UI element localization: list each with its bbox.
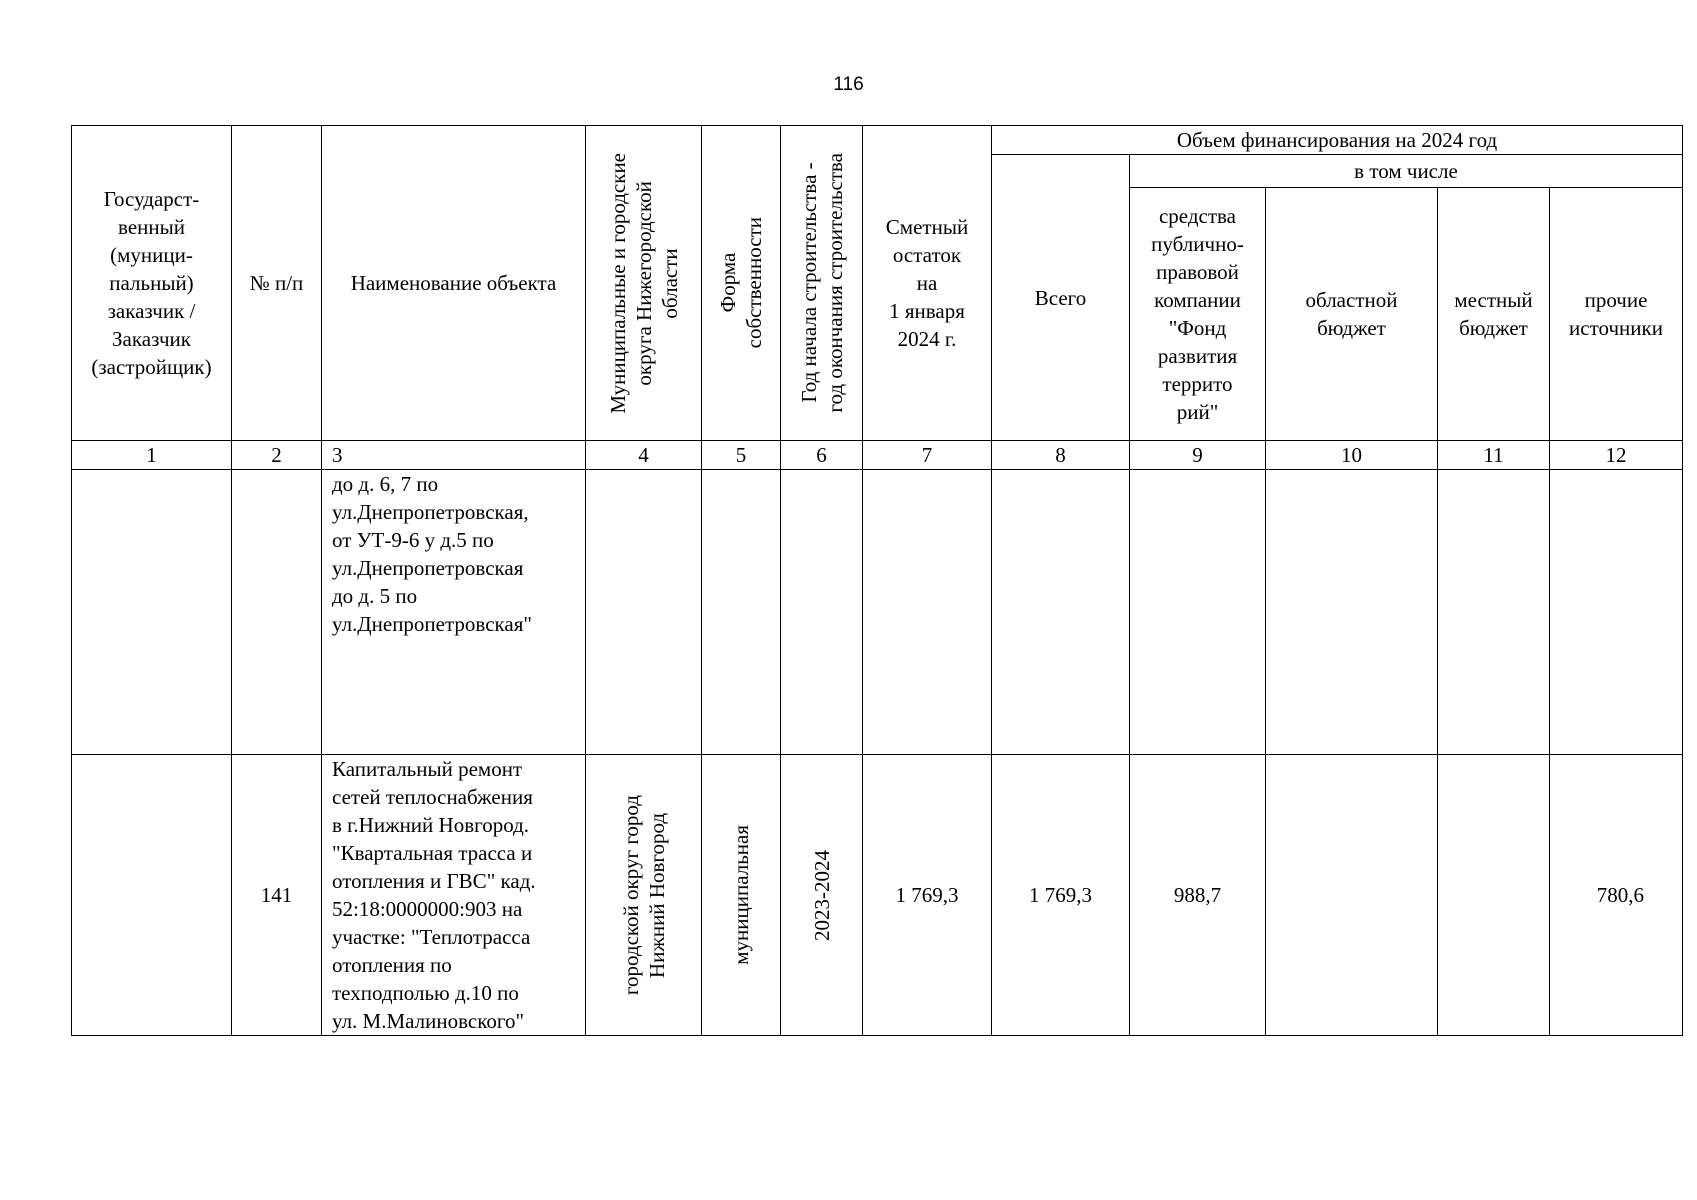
cell-district-cell bbox=[586, 755, 702, 1036]
cell-number bbox=[232, 470, 322, 755]
column-number: 9 bbox=[1130, 441, 1266, 470]
column-number: 4 bbox=[586, 441, 702, 470]
cell-ownership bbox=[702, 470, 781, 755]
header-funding: Объем финансирования на 2024 год bbox=[992, 126, 1683, 155]
header-district-cell bbox=[586, 126, 702, 441]
cell-local bbox=[1438, 755, 1550, 1036]
column-number: 11 bbox=[1438, 441, 1550, 470]
header-ownership: Форма собственности bbox=[716, 217, 766, 349]
header-customer: Государст- венный (муници- пальный) заказчик / Заказчик (застройщик) bbox=[72, 126, 232, 441]
header-row-1 bbox=[72, 126, 1683, 155]
header-years: Год начала строительства - год окончания строительства bbox=[796, 153, 847, 413]
cell-fund bbox=[1130, 470, 1266, 755]
column-number: 10 bbox=[1266, 441, 1438, 470]
cell-years bbox=[781, 470, 863, 755]
cell-object-name: Капитальный ремонт сетей теплоснабжения в г.Нижний Новгород. "Квартальная трасса и отопления и ГВС" кад. 52:18:0000000:903 на участке: "Теплотрасса отопления по техподполью д.10 по ул. М.Малиновского" bbox=[322, 755, 586, 1036]
table-row bbox=[72, 470, 1683, 755]
column-number: 3 bbox=[322, 441, 586, 470]
column-number: 6 bbox=[781, 441, 863, 470]
cell-regional bbox=[1266, 755, 1438, 1036]
cell-years-cell bbox=[781, 755, 863, 1036]
cell-regional bbox=[1266, 470, 1438, 755]
cell-customer bbox=[72, 755, 232, 1036]
column-numbers-row bbox=[72, 441, 1683, 470]
cell-total: 1 769,3 bbox=[992, 755, 1130, 1036]
cell-number: 141 bbox=[232, 755, 322, 1036]
financing-table bbox=[71, 125, 1683, 1036]
cell-balance bbox=[863, 470, 992, 755]
column-number: 8 bbox=[992, 441, 1130, 470]
table-row bbox=[72, 755, 1683, 1036]
cell-district: городской округ город Нижний Новгород bbox=[618, 794, 669, 996]
header-years-cell bbox=[781, 126, 863, 441]
cell-object-name: до д. 6, 7 по ул.Днепропетровская, от УТ-9-6 у д.5 по ул.Днепропетровская до д. 5 по ул.Днепропетровская" bbox=[322, 470, 586, 755]
header-ownership-cell bbox=[702, 126, 781, 441]
cell-district bbox=[586, 470, 702, 755]
cell-fund: 988,7 bbox=[1130, 755, 1266, 1036]
header-total: Всего bbox=[992, 155, 1130, 441]
column-number: 2 bbox=[232, 441, 322, 470]
header-balance: Сметный остаток на 1 января 2024 г. bbox=[863, 126, 992, 441]
cell-years: 2023-2024 bbox=[809, 849, 834, 941]
header-other: прочие источники bbox=[1550, 188, 1683, 441]
cell-customer bbox=[72, 470, 232, 755]
column-number: 7 bbox=[863, 441, 992, 470]
header-district: Муниципальные и городские округа Нижегородской области bbox=[605, 152, 682, 414]
header-including: в том числе bbox=[1130, 155, 1683, 188]
column-number: 5 bbox=[702, 441, 781, 470]
header-regional: областной бюджет bbox=[1266, 188, 1438, 441]
column-number: 1 bbox=[72, 441, 232, 470]
cell-other bbox=[1550, 470, 1683, 755]
header-object-name: Наименование объекта bbox=[322, 126, 586, 441]
cell-ownership-cell bbox=[702, 755, 781, 1036]
column-number: 12 bbox=[1550, 441, 1683, 470]
header-local: местный бюджет bbox=[1438, 188, 1550, 441]
header-number: № п/п bbox=[232, 126, 322, 441]
cell-ownership: муниципальная bbox=[729, 825, 753, 965]
header-fund: средства публично- правовой компании "Фонд развития террито рий" bbox=[1130, 188, 1266, 441]
cell-other: 780,6 bbox=[1550, 755, 1683, 1036]
cell-total bbox=[992, 470, 1130, 755]
page-number: 116 bbox=[833, 74, 864, 95]
cell-local bbox=[1438, 470, 1550, 755]
cell-balance: 1 769,3 bbox=[863, 755, 992, 1036]
